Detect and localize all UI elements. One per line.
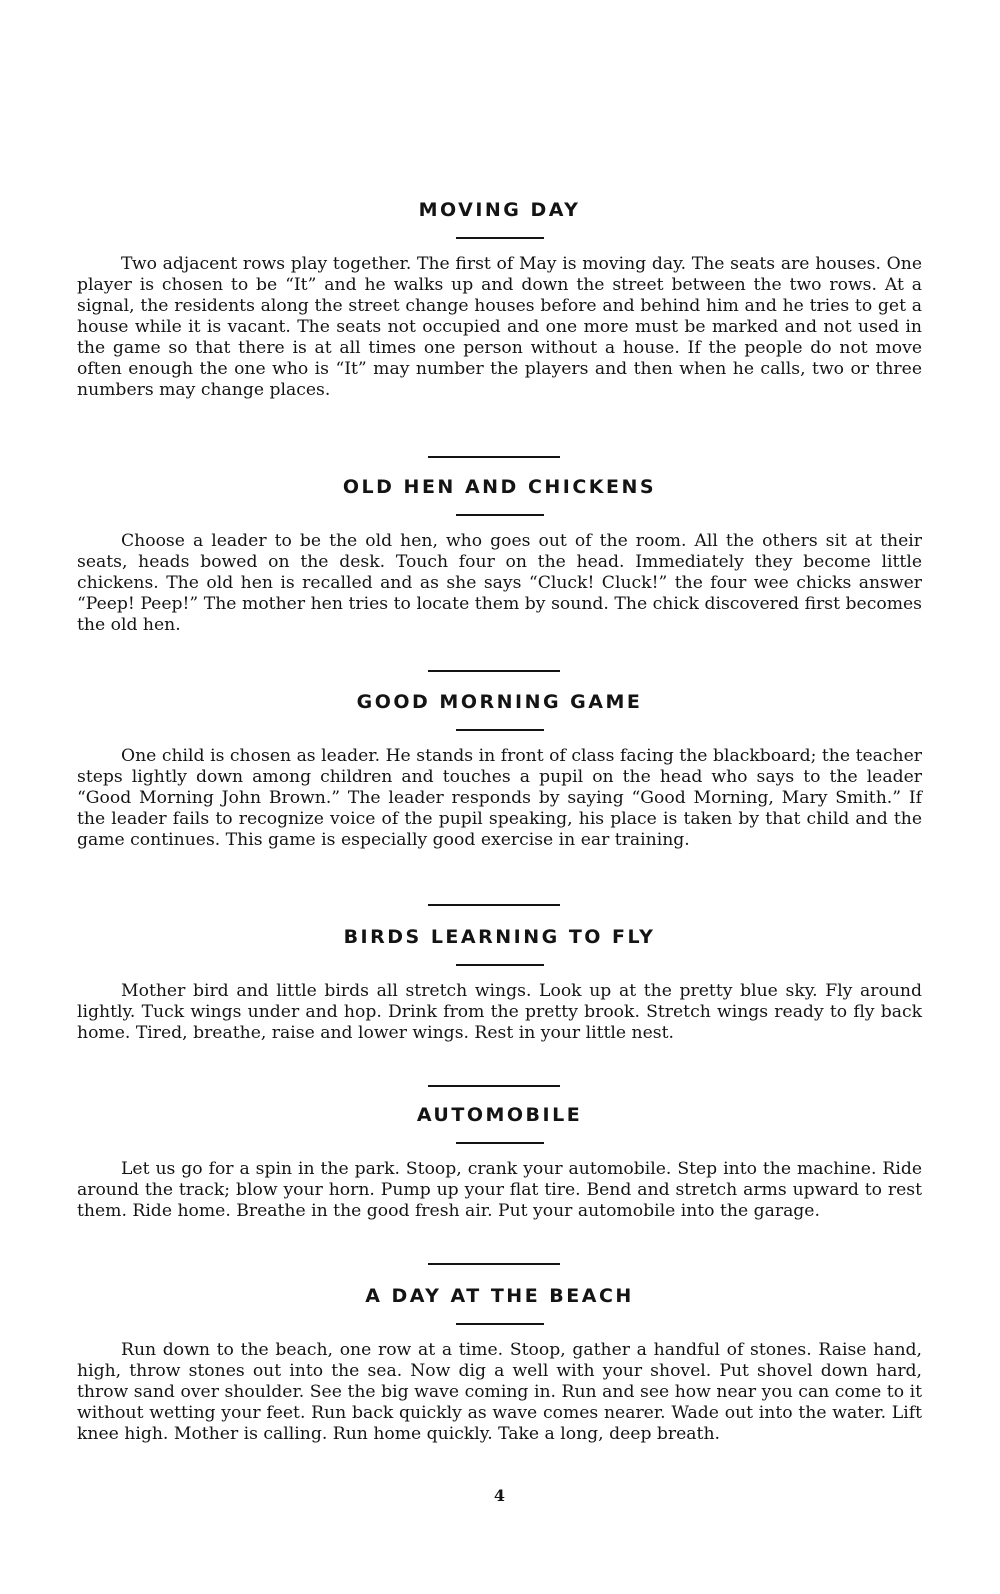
- section-title: MOVING DAY: [418, 199, 581, 221]
- section-title: A DAY AT THE BEACH: [365, 1285, 634, 1307]
- section-birds-learning-to-fly: [77, 926, 922, 1044]
- title-underline: [456, 1142, 544, 1144]
- title-underline: [456, 1323, 544, 1325]
- page-number: 4: [493, 1486, 506, 1505]
- section-body: Let us go for a spin in the park. Stoop, crank your automobile. Step into the machine. Ride around the track; blow your horn. Pump up your flat tire. Bend and stretch arms upward to rest them. Ride home. Breathe in the good fresh air. Put your automobile into the garage.: [77, 1159, 922, 1221]
- section-body: One child is chosen as leader. He stands in front of class facing the blackboard; the teacher steps lightly down among children and touches a pupil on the head who says to the leader “Good Morning John Brown.” The leader responds by saying “Good Morning, Mary Smith.” If the leader fails to recognize voice of the pupil speaking, his place is taken by that child and the game continues. This game is especially good exercise in ear training.: [77, 746, 922, 850]
- section-divider: [428, 456, 560, 458]
- section-body: Two adjacent rows play together. The first of May is moving day. The seats are houses. One player is chosen to be “It” and he walks up and down the street between the two rows. At a signal, the residents along the street change houses before and behind him and he tries to get a house while it is vacant. The seats not occupied and one more must be marked and not used in the game so that there is at all times one person without a house. If the people do not move often enough the one who is “It” may number the players and then when he calls, two or three numbers may change places.: [77, 254, 922, 400]
- section-old-hen-and-chickens: [77, 476, 922, 636]
- section-title: OLD HEN AND CHICKENS: [342, 476, 657, 498]
- section-divider: [428, 904, 560, 906]
- title-underline: [456, 729, 544, 731]
- section-automobile: [77, 1104, 922, 1222]
- section-moving-day: [77, 199, 922, 401]
- title-underline: [456, 237, 544, 239]
- section-a-day-at-the-beach: [77, 1285, 922, 1445]
- section-title: BIRDS LEARNING TO FLY: [343, 926, 656, 948]
- section-body: Run down to the beach, one row at a time. Stoop, gather a handful of stones. Raise hand, high, throw stones out into the sea. Now dig a well with your shovel. Put shovel down hard, throw sand over shoulder. See the big wave coming in. Run and see how near you can come to it without wetting your feet. Run back quickly as wave comes nearer. Wade out into the water. Lift knee high. Mother is calling. Run home quickly. Take a long, deep breath.: [77, 1340, 922, 1444]
- section-title: AUTOMOBILE: [416, 1104, 583, 1126]
- title-underline: [456, 964, 544, 966]
- section-body: Choose a leader to be the old hen, who goes out of the room. All the others sit at their seats, heads bowed on the desk. Touch four on the head. Immediately they become little chickens. The old hen is recalled and as she says “Cluck! Cluck!” the four wee chicks answer “Peep! Peep!” The mother hen tries to locate them by sound. The chick discovered first becomes the old hen.: [77, 531, 922, 635]
- section-divider: [428, 670, 560, 672]
- title-underline: [456, 514, 544, 516]
- section-divider: [428, 1263, 560, 1265]
- section-title: GOOD MORNING GAME: [356, 691, 643, 713]
- section-good-morning-game: [77, 691, 922, 851]
- section-divider: [428, 1085, 560, 1087]
- section-body: Mother bird and little birds all stretch wings. Look up at the pretty blue sky. Fly around lightly. Tuck wings under and hop. Drink from the pretty brook. Stretch wings ready to fly back home. Tired, breathe, raise and lower wings. Rest in your little nest.: [77, 981, 922, 1043]
